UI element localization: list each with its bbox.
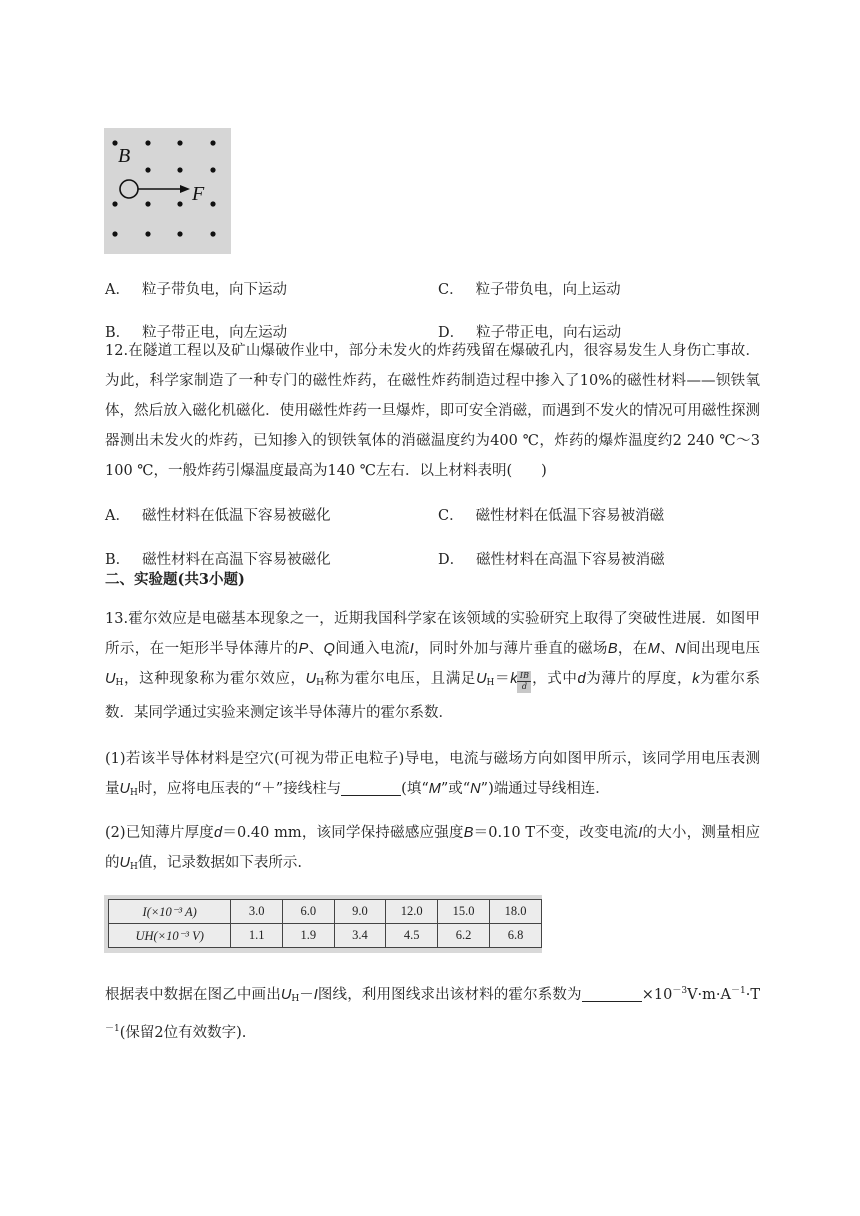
table-cell: 3.4 [334,924,386,948]
field-dot [177,201,182,206]
option-text: 粒子带正电，向左运动 [142,325,288,341]
answer-blank-1[interactable] [341,781,401,796]
field-dot [177,140,182,145]
option-letter: A． [105,508,130,524]
answer-blank-2[interactable] [582,987,642,1002]
label-f: F [192,183,205,205]
section-heading: 二、实验题(共3小题) [105,571,245,588]
data-table [108,899,542,948]
field-dot [145,201,150,206]
q12-options-row2 [105,548,765,570]
field-dot [145,140,150,145]
table-row [109,900,542,924]
option-letter: C． [438,282,464,298]
table-cell: 12.0 [386,900,438,924]
field-dot [177,231,182,236]
field-dot [112,140,117,145]
field-dot [112,231,117,236]
particle [120,180,138,198]
magnetic-field-figure [104,128,231,254]
option-letter: A． [105,282,130,298]
option-text: 粒子带负电，向上运动 [475,282,621,298]
table-cell: 1.9 [283,924,335,948]
option-text: 磁性材料在低温下容易被消磁 [475,508,665,524]
table-cell: 1.1 [231,924,283,948]
q11-option-c[interactable] [438,278,621,299]
option-text: 磁性材料在低温下容易被磁化 [141,508,331,524]
field-dot [112,201,117,206]
field-diagram [104,128,231,254]
field-dot [210,140,215,145]
option-letter: B． [105,325,131,341]
option-text: 磁性材料在高温下容易被消磁 [476,552,665,568]
option-letter: D． [438,552,465,568]
force-arrow-head [180,185,190,193]
field-dot [145,167,150,172]
table-row [109,924,542,948]
q11-options-row1 [105,278,765,300]
table-cell: 3.0 [231,900,283,924]
option-text: 粒子带负电，向下运动 [141,282,287,298]
option-text: 磁性材料在高温下容易被磁化 [142,552,331,568]
q12-options-row1 [105,504,765,526]
q13-part2: (2)已知薄片厚度d＝0.40 mm，该同学保持磁感应强度B＝0.10 T不变，改变电流I的大小，测量相应的$U_H$值，记录数据如下表所示. [105,825,760,872]
q12-option-c[interactable] [438,504,664,525]
q13-part3: 根据表中数据在图乙中画出$U_H-I$图线，利用图线求出该材料的霍尔系数为 $\times 10^{-3}V\cdot m\cdot A^{-1}\cdot T^{-1}$(保留2位有效数字). [105,986,760,1041]
table-cell: 6.2 [438,924,490,948]
label-b: B [118,145,131,167]
q12-stem: 12.在隧道工程以及矿山爆破作业中，部分未发火的炸药残留在爆破孔内，很容易发生人身伤亡事故．为此，科学家制造了一种专门的磁性炸药，在磁性炸药制造过程中掺入了10%的磁性材料——钡铁氧体，然后放入磁化机磁化．使用磁性炸药一旦爆炸，即可安全消磁，而遇到不发火的情况可用磁性探测器测出未发火的炸药，已知掺入的钡铁氧体的消磁温度约为400 ℃，炸药的爆炸温度约2 240 ℃～3 100 ℃，一般炸药引爆温度最高为140 ℃左右．以上材料表明( ) [105,343,760,479]
table-cell: 4.5 [386,924,438,948]
table-cell: 18.0 [490,900,542,924]
option-letter: D． [438,325,465,341]
table-cell: 6.8 [490,924,542,948]
field-dot [210,167,215,172]
table-header-current: I(×10⁻³ A) [109,900,231,924]
field-dot [145,231,150,236]
q13-part1: (1)若该半导体材料是空穴(可视为带正电粒子)导电，电流与磁场方向如图甲所示，该同学用电压表测量$U_H$时，应将电压表的“＋”接线柱与 (填“M”或“N”)端通过导线相连． [105,751,760,798]
q12-option-a[interactable] [105,504,330,525]
q12-option-b[interactable] [105,548,331,569]
hall-formula-fraction: $\frac{IB}{d}$ [517,671,531,693]
q12-option-d[interactable] [438,548,665,569]
table-cell: 6.0 [283,900,335,924]
table-cell: 15.0 [438,900,490,924]
q11-option-a[interactable] [105,278,287,299]
field-dot [210,231,215,236]
table-cell: 9.0 [334,900,386,924]
q13-intro: 13.霍尔效应是电磁基本现象之一，近期我国科学家在该领域的实验研究上取得了突破性进展．如图甲所示，在一矩形半导体薄片的P、Q间通入电流I，同时外加与薄片垂直的磁场B，在M、N间出现电压$U_H$，这种现象称为霍尔效应，$U_H$称为霍尔电压，且满足$U_H=k$ $\frac{IB}{d}$，式中d为薄片的厚度，k为霍尔系数．某同学通过实验来测定该半导体薄片的霍尔系数． [105,611,761,721]
field-dot [210,201,215,206]
data-table-image [104,895,542,953]
field-dot [177,167,182,172]
table-header-voltage: UH(×10⁻³ V) [109,924,231,948]
option-letter: B． [105,552,131,568]
option-text: 粒子带正电，向右运动 [476,325,622,341]
option-letter: C． [438,508,464,524]
